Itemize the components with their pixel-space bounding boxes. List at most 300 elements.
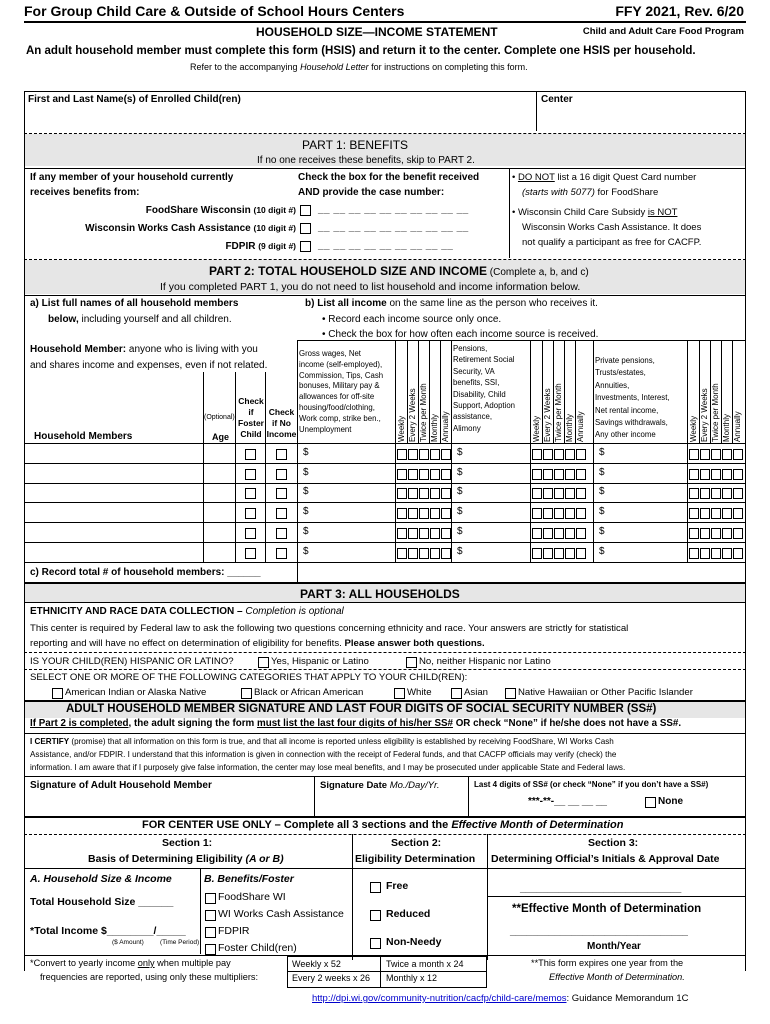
frequency-checkbox[interactable] (576, 548, 586, 559)
race-checkbox-3[interactable] (394, 688, 405, 699)
hispanic-question: IS YOUR CHILD(REN) HISPANIC OR LATINO? (30, 656, 234, 667)
freq-header-3-2: Every 2 Weeks (700, 388, 709, 442)
hispanic-no-checkbox[interactable] (406, 657, 417, 668)
frequency-checkbox[interactable] (430, 488, 440, 499)
row-divider (24, 562, 746, 563)
part2-a-line2: below, including yourself and all children. (48, 314, 232, 325)
row-divider (24, 463, 746, 464)
frequency-checkbox[interactable] (733, 508, 743, 519)
benefit-w2: Wisconsin Works Cash Assistance (10 digit #) (85, 223, 296, 234)
frequency-checkbox[interactable] (419, 508, 429, 519)
section3-title: Section 3: (588, 837, 639, 849)
part1-left-line1: If any member of your household currently (30, 172, 234, 183)
multiplier-twice-monthly: Twice a month x 24 (386, 959, 464, 969)
freq-header-3-5: Annually (733, 411, 742, 442)
income-type-2: Pensions, Retirement Social Security, VA benefits, SSI, Disability, Child Support, Adoption assistance, Alimony (453, 344, 515, 433)
frequency-checkbox[interactable] (689, 528, 699, 539)
income-dollar-3[interactable]: $ (599, 525, 605, 537)
part2-b-bullet2: • Check the box for how often each income source is received. (322, 329, 599, 340)
member-name-field[interactable] (26, 446, 200, 462)
expires-note-1: **This form expires one year from the (531, 958, 684, 968)
frequency-checkbox[interactable] (532, 469, 542, 480)
frequency-checkbox[interactable] (576, 508, 586, 519)
determination-checkbox-3[interactable] (370, 938, 381, 949)
children-label: First and Last Name(s) of Enrolled Child(ren) (28, 94, 241, 105)
frequency-checkbox[interactable] (441, 469, 451, 480)
frequency-checkbox[interactable] (711, 488, 721, 499)
freq-divider (418, 340, 419, 443)
frequency-checkbox[interactable] (565, 528, 575, 539)
frequency-checkbox[interactable] (543, 449, 553, 460)
frequency-checkbox[interactable] (554, 508, 564, 519)
fdpir-checkbox[interactable] (300, 241, 311, 252)
frequency-checkbox[interactable] (554, 488, 564, 499)
frequency-checkbox[interactable] (430, 508, 440, 519)
frequency-checkbox[interactable] (441, 449, 451, 460)
frequency-checkboxes (689, 449, 743, 460)
frequency-checkbox[interactable] (700, 508, 710, 519)
frequency-checkbox[interactable] (689, 469, 699, 480)
note-questcard: • DO NOT list a 16 digit Quest Card number (512, 172, 697, 183)
freq-header-2-5: Annually (576, 411, 585, 442)
freq-divider (429, 340, 430, 443)
freq-divider (575, 340, 576, 443)
note-subsidy: • Wisconsin Child Care Subsidy is NOT (512, 207, 678, 218)
member-age-field[interactable] (205, 545, 233, 561)
frequency-checkbox[interactable] (430, 469, 440, 480)
frequency-checkbox[interactable] (565, 488, 575, 499)
header-left-title: For Group Child Care & Outside of School Hours Centers (24, 3, 405, 19)
frequency-checkbox[interactable] (689, 508, 699, 519)
frequency-checkboxes (397, 508, 451, 519)
frequency-checkbox[interactable] (554, 449, 564, 460)
member-name-field[interactable] (26, 466, 200, 482)
certify-line3: information. I am aware that if I purposely give false information, the center may lose meal benefits, and I may be prosecuted under applicable State and Federal laws. (30, 763, 626, 772)
ss-digits[interactable]: ***-**-__ __ __ __ (528, 796, 607, 807)
frequency-checkbox[interactable] (576, 469, 586, 480)
frequency-checkbox[interactable] (543, 508, 553, 519)
determination-checkbox-2[interactable] (370, 910, 381, 921)
income-dollar-1[interactable]: $ (303, 545, 309, 557)
benefit-option-label-4: Foster Child(ren) (218, 942, 297, 954)
benefit-foodshare: FoodShare Wisconsin (10 digit #) (145, 205, 296, 216)
freq-header-2-1: Weekly (532, 415, 541, 442)
frequency-checkbox[interactable] (565, 449, 575, 460)
certify-line2: Assistance, and/or FDPIR. I understand that this information is given in connection with the receipt of Federal funds, and that CACFP officials may verify (check) the (30, 750, 617, 759)
frequency-checkbox[interactable] (700, 528, 710, 539)
frequency-checkbox[interactable] (408, 449, 418, 460)
freq-header-3-3: Twice per Month (711, 383, 720, 442)
frequency-checkboxes (397, 449, 451, 460)
benefit-fdpir: FDPIR (9 digit #) (225, 241, 296, 252)
option-a-label: A. Household Size & Income (30, 873, 172, 885)
frequency-checkbox[interactable] (419, 469, 429, 480)
freq-header-2-4: Monthly (565, 413, 574, 442)
frequency-checkbox[interactable] (397, 508, 407, 519)
freq-divider (440, 340, 441, 443)
race-label-4: Asian (464, 687, 488, 698)
frequency-checkbox[interactable] (532, 449, 542, 460)
footer-link-line: http://dpi.wi.gov/community-nutrition/cacfp/child-care/memos: Guidance Memorandum 1C (312, 993, 689, 1004)
member-name-field[interactable] (26, 545, 200, 561)
frequency-checkbox[interactable] (700, 469, 710, 480)
frequency-checkbox[interactable] (565, 548, 575, 559)
benefit-option-label-3: FDPIR (218, 925, 250, 937)
hispanic-yes-checkbox[interactable] (258, 657, 269, 668)
hispanic-no-label: No, neither Hispanic nor Latino (419, 656, 551, 667)
frequency-checkbox[interactable] (700, 548, 710, 559)
benefit-option-checkbox-4[interactable] (205, 944, 216, 955)
signature-date-label: Signature Date Mo./Day/Yr. (320, 780, 440, 791)
frequency-checkbox[interactable] (722, 508, 732, 519)
part2-title: PART 2: TOTAL HOUSEHOLD SIZE AND INCOME (Complete a, b, and c) (209, 264, 589, 278)
income-dollar-3[interactable]: $ (599, 506, 605, 518)
part2-a-line1: a) List full names of all household members (30, 298, 239, 309)
instruction: An adult household member must complete this form (HSIS) and return it to the center. Complete one HSIS per household. (26, 45, 696, 57)
race-checkbox-2[interactable] (241, 688, 252, 699)
income-dollar-3[interactable]: $ (599, 447, 605, 458)
certify-line1: I CERTIFY (promise) that all information on this form is true, and that all income is reported unless eligibility is established by receiving FoodShare, WI Works Cash (30, 737, 614, 746)
freq-header-1-3: Twice per Month (419, 383, 428, 442)
frequency-checkbox[interactable] (554, 469, 564, 480)
frequency-checkbox[interactable] (711, 449, 721, 460)
multiplier-biweekly: Every 2 weeks x 26 (292, 973, 371, 983)
frequency-checkboxes (532, 488, 586, 499)
frequency-checkbox[interactable] (397, 469, 407, 480)
program-name: Child and Adult Care Food Program (582, 26, 744, 37)
income-dollar-2[interactable]: $ (457, 525, 463, 537)
part2-note: If you completed PART 1, you do not need to list household and income information below. (160, 281, 581, 293)
convert-note-2: frequencies are reported, using only these multipliers: (40, 972, 259, 982)
benefit-option-checkbox-3[interactable] (205, 927, 216, 938)
no-income-checkbox[interactable] (276, 469, 287, 480)
frequency-checkboxes (689, 508, 743, 519)
frequency-checkbox[interactable] (700, 488, 710, 499)
frequency-checkbox[interactable] (419, 488, 429, 499)
frequency-checkbox[interactable] (576, 528, 586, 539)
signature-field[interactable] (28, 792, 312, 812)
benefit-option-label-1: FoodShare WI (218, 891, 286, 903)
multiplier-weekly: Weekly x 52 (292, 959, 341, 969)
race-label-2: Black or African American (254, 687, 364, 698)
frequency-checkbox[interactable] (441, 488, 451, 499)
ss-none-label: None (658, 796, 683, 807)
frequency-checkbox[interactable] (722, 548, 732, 559)
member-name-field[interactable] (26, 485, 200, 501)
determination-label-3: Non-Needy (386, 936, 442, 948)
frequency-checkbox[interactable] (532, 528, 542, 539)
frequency-checkbox[interactable] (408, 548, 418, 559)
frequency-checkbox[interactable] (722, 528, 732, 539)
frequency-checkbox[interactable] (711, 548, 721, 559)
multiplier-monthly: Monthly x 12 (386, 973, 438, 983)
frequency-checkboxes (532, 528, 586, 539)
no-income-checkbox[interactable] (276, 488, 287, 499)
frequency-checkboxes (689, 469, 743, 480)
col-members: Household Members (34, 431, 133, 442)
foster-checkbox[interactable] (245, 449, 256, 460)
frequency-checkbox[interactable] (419, 548, 429, 559)
freq-header-3-1: Weekly (689, 415, 698, 442)
section3-subtitle: Determining Official’s Initials & Approval Date (491, 853, 720, 865)
freq-header-1-4: Monthly (430, 413, 439, 442)
part1-mid-line1: Check the box for the benefit received (298, 172, 480, 183)
frequency-checkbox[interactable] (554, 528, 564, 539)
frequency-checkbox[interactable] (532, 488, 542, 499)
no-income-checkbox[interactable] (276, 449, 287, 460)
col-foster: Check if Foster Child (238, 396, 264, 439)
income-dollar-1[interactable]: $ (303, 525, 309, 537)
frequency-checkbox[interactable] (441, 528, 451, 539)
benefit-option-checkbox-1[interactable] (205, 893, 216, 904)
eth-text2: reporting and will have no effect on determination of eligibility for benefits. Please answer both questions. (30, 638, 485, 649)
foster-checkbox[interactable] (245, 488, 256, 499)
frequency-checkbox[interactable] (689, 488, 699, 499)
header-right-title: FFY 2021, Rev. 6/20 (615, 3, 744, 19)
note-subsidy-2: Wisconsin Works Cash Assistance. It does (522, 222, 702, 233)
determination-checkbox-1[interactable] (370, 882, 381, 893)
benefit-option-checkbox-2[interactable] (205, 910, 216, 921)
frequency-checkboxes (689, 548, 743, 559)
frequency-checkbox[interactable] (543, 469, 553, 480)
center-field[interactable] (540, 106, 744, 128)
frequency-checkbox[interactable] (408, 508, 418, 519)
frequency-checkbox[interactable] (543, 528, 553, 539)
part1-title: PART 1: BENEFITS (302, 138, 409, 152)
w2-case-number[interactable]: __ __ __ __ __ __ __ __ __ __ (318, 222, 469, 233)
frequency-checkbox[interactable] (700, 449, 710, 460)
part2-b-line1: b) List all income on the same line as the person who receives it. (305, 298, 598, 309)
total-members[interactable]: c) Record total # of household members: ______ (30, 567, 261, 578)
freq-header-1-1: Weekly (397, 415, 406, 442)
frequency-checkbox[interactable] (722, 449, 732, 460)
signature-title: ADULT HOUSEHOLD MEMBER SIGNATURE AND LAST FOUR DIGITS OF SOCIAL SECURITY NUMBER (SS#) (66, 703, 657, 715)
frequency-checkbox[interactable] (733, 548, 743, 559)
income-dollar-2[interactable]: $ (457, 447, 463, 458)
total-income[interactable]: *Total Income $________/_____ (30, 925, 186, 937)
refer-note: Refer to the accompanying Household Letter for instructions on completing this form. (190, 62, 528, 72)
frequency-checkbox[interactable] (397, 488, 407, 499)
no-income-checkbox[interactable] (276, 528, 287, 539)
frequency-checkboxes (397, 488, 451, 499)
multipliers-table (287, 956, 487, 988)
frequency-checkbox[interactable] (408, 469, 418, 480)
freq-header-2-2: Every 2 Weeks (543, 388, 552, 442)
month-year-label: Month/Year (587, 941, 641, 952)
ss-none-checkbox[interactable] (645, 797, 656, 808)
row-divider (24, 542, 746, 543)
income-dollar-1[interactable]: $ (303, 486, 309, 498)
w2-checkbox[interactable] (300, 223, 311, 234)
frequency-checkbox[interactable] (711, 508, 721, 519)
frequency-checkbox[interactable] (733, 469, 743, 480)
race-checkbox-5[interactable] (505, 688, 516, 699)
frequency-checkboxes (397, 548, 451, 559)
foodshare-case-number[interactable]: __ __ __ __ __ __ __ __ __ __ (318, 204, 469, 215)
income-dollar-3[interactable]: $ (599, 545, 605, 557)
frequency-checkbox[interactable] (441, 508, 451, 519)
freq-divider (564, 340, 565, 443)
member-name-field[interactable] (26, 505, 200, 521)
ss-label: Last 4 digits of SS# (or check “None” if you don’t have a SS#) (474, 780, 709, 789)
frequency-checkbox[interactable] (733, 528, 743, 539)
frequency-checkbox[interactable] (711, 469, 721, 480)
frequency-checkbox[interactable] (554, 548, 564, 559)
frequency-checkbox[interactable] (543, 488, 553, 499)
signature-date-field[interactable] (318, 792, 468, 812)
member-age-field[interactable] (205, 505, 233, 521)
hispanic-yes-label: Yes, Hispanic or Latino (271, 656, 369, 667)
option-b-label: B. Benefits/Foster (204, 873, 294, 885)
row-divider (24, 483, 746, 484)
determination-label-2: Reduced (386, 908, 431, 920)
section2-subtitle: Eligibility Determination (355, 853, 476, 865)
center-use-title: FOR CENTER USE ONLY – Complete all 3 sections and the Effective Month of Determination (142, 819, 624, 831)
part1-mid-line2: AND provide the case number: (298, 187, 445, 198)
period-note: (Time Period) (160, 939, 200, 946)
note-questcard-2: (starts with 5077) for FoodShare (522, 187, 659, 198)
frequency-checkbox[interactable] (397, 528, 407, 539)
income-dollar-1[interactable]: $ (303, 447, 309, 458)
determination-label-1: Free (386, 880, 409, 892)
frequency-checkbox[interactable] (722, 469, 732, 480)
frequency-checkbox[interactable] (576, 488, 586, 499)
header-rule (24, 21, 746, 23)
convert-note-1: *Convert to yearly income only when multiple pay (30, 958, 231, 968)
no-income-checkbox[interactable] (276, 548, 287, 559)
income-dollar-2[interactable]: $ (457, 486, 463, 498)
race-label-1: American Indian or Alaska Native (65, 687, 207, 698)
frequency-checkboxes (532, 548, 586, 559)
frequency-checkbox[interactable] (733, 488, 743, 499)
frequency-checkbox[interactable] (689, 449, 699, 460)
freq-divider (721, 340, 722, 443)
foster-checkbox[interactable] (245, 469, 256, 480)
memo-link[interactable]: http://dpi.wi.gov/community-nutrition/cacfp/child-care/memos (312, 993, 567, 1004)
eth-title: ETHNICITY AND RACE DATA COLLECTION – Completion is optional (30, 606, 344, 617)
frequency-checkbox[interactable] (397, 548, 407, 559)
col-no-income: Check if No Income (266, 407, 297, 439)
income-dollar-3[interactable]: $ (599, 486, 605, 498)
frequency-checkbox[interactable] (408, 528, 418, 539)
income-dollar-2[interactable]: $ (457, 545, 463, 557)
frequency-checkboxes (532, 508, 586, 519)
fdpir-case-number[interactable]: __ __ __ __ __ __ __ __ __ (318, 240, 454, 251)
freq-divider (699, 340, 700, 443)
income-type-3: Private pensions, Trusts/estates, Annuities, Investments, Interest, Net rental income, Savings withdrawals, Any other income (595, 356, 670, 440)
frequency-checkbox[interactable] (430, 548, 440, 559)
part3-title: PART 3: ALL HOUSEHOLDS (300, 587, 460, 601)
amount-note: ($ Amount) (112, 939, 144, 946)
frequency-checkbox[interactable] (430, 449, 440, 460)
eth-text1: This center is required by Federal law to ask the following two questions concerning ethnicity and race. Your answers are strictly for statistical (30, 623, 629, 634)
freq-divider (553, 340, 554, 443)
freq-divider (407, 340, 408, 443)
foster-checkbox[interactable] (245, 548, 256, 559)
frequency-checkbox[interactable] (565, 469, 575, 480)
section1-title: Section 1: (162, 837, 213, 849)
frequency-checkbox[interactable] (419, 528, 429, 539)
signature-requirement: If Part 2 is completed, the adult signing the form must list the last four digits of his/her SS# OR check “None” if he/she does not have a SS#. (30, 718, 682, 729)
section2-title: Section 2: (391, 837, 442, 849)
frequency-checkbox[interactable] (576, 449, 586, 460)
frequency-checkbox[interactable] (689, 548, 699, 559)
form-title: HOUSEHOLD SIZE—INCOME STATEMENT (256, 25, 498, 39)
freq-divider (710, 340, 711, 443)
frequency-checkbox[interactable] (565, 508, 575, 519)
frequency-checkboxes (689, 488, 743, 499)
children-name-field[interactable] (24, 106, 534, 128)
income-dollar-1[interactable]: $ (303, 506, 309, 518)
part2-b-bullet1: • Record each income source only once. (322, 314, 502, 325)
frequency-checkboxes (532, 449, 586, 460)
section1-subtitle: Basis of Determining Eligibility (A or B) (88, 853, 284, 865)
approval-line[interactable]: _____________________________ (520, 883, 682, 894)
member-def-2: and shares income and expenses, even if not related. (30, 360, 268, 371)
frequency-checkboxes (397, 528, 451, 539)
foodshare-checkbox[interactable] (300, 205, 311, 216)
effective-month-line[interactable]: ________________________________ (510, 926, 688, 937)
frequency-checkbox[interactable] (722, 488, 732, 499)
freq-header-3-4: Monthly (722, 413, 731, 442)
member-age-field[interactable] (205, 466, 233, 482)
part1-skip: If no one receives these benefits, skip to PART 2. (257, 155, 475, 166)
income-type-1: Gross wages, Net income (self-employed), Commission, Tips, Cash bonuses, Military pay & allowances for off-site housing/food/clothing, Work comp, strike ben., Unemployment (299, 349, 384, 434)
member-age-field[interactable] (205, 525, 233, 541)
frequency-checkbox[interactable] (397, 449, 407, 460)
income-dollar-2[interactable]: $ (457, 506, 463, 518)
income-dollar-3[interactable]: $ (599, 466, 605, 478)
race-checkbox-1[interactable] (52, 688, 63, 699)
note-subsidy-3: not qualify a participant as free for CACFP. (522, 237, 702, 248)
benefit-option-label-2: WI Works Cash Assistance (218, 908, 344, 920)
race-label-3: White (407, 687, 432, 698)
race-checkbox-4[interactable] (451, 688, 462, 699)
freq-header-1-5: Annually (441, 411, 450, 442)
frequency-checkboxes (397, 469, 451, 480)
total-household-size[interactable]: Total Household Size ______ (30, 896, 174, 908)
no-income-checkbox[interactable] (276, 508, 287, 519)
expires-note-2: Effective Month of Determination. (549, 972, 685, 982)
member-def: Household Member: anyone who is living with you (30, 344, 258, 355)
race-label-5: Native Hawaiian or Other Pacific Islander (518, 687, 693, 698)
frequency-checkbox[interactable] (441, 548, 451, 559)
freq-header-2-3: Twice per Month (554, 383, 563, 442)
income-dollar-1[interactable]: $ (303, 466, 309, 478)
member-age-field[interactable] (205, 446, 233, 462)
frequency-checkbox[interactable] (532, 508, 542, 519)
frequency-checkbox[interactable] (408, 488, 418, 499)
frequency-checkbox[interactable] (419, 449, 429, 460)
freq-divider (732, 340, 733, 443)
row-divider (24, 502, 746, 503)
row-divider (24, 522, 746, 523)
freq-header-1-2: Every 2 Weeks (408, 388, 417, 442)
member-name-field[interactable] (26, 525, 200, 541)
frequency-checkbox[interactable] (532, 548, 542, 559)
member-age-field[interactable] (205, 485, 233, 501)
frequency-checkbox[interactable] (733, 449, 743, 460)
center-label: Center (541, 94, 573, 105)
freq-divider (542, 340, 543, 443)
foster-checkbox[interactable] (245, 508, 256, 519)
frequency-checkboxes (689, 528, 743, 539)
frequency-checkbox[interactable] (430, 528, 440, 539)
foster-checkbox[interactable] (245, 528, 256, 539)
frequency-checkbox[interactable] (543, 548, 553, 559)
income-dollar-2[interactable]: $ (457, 466, 463, 478)
frequency-checkbox[interactable] (711, 528, 721, 539)
